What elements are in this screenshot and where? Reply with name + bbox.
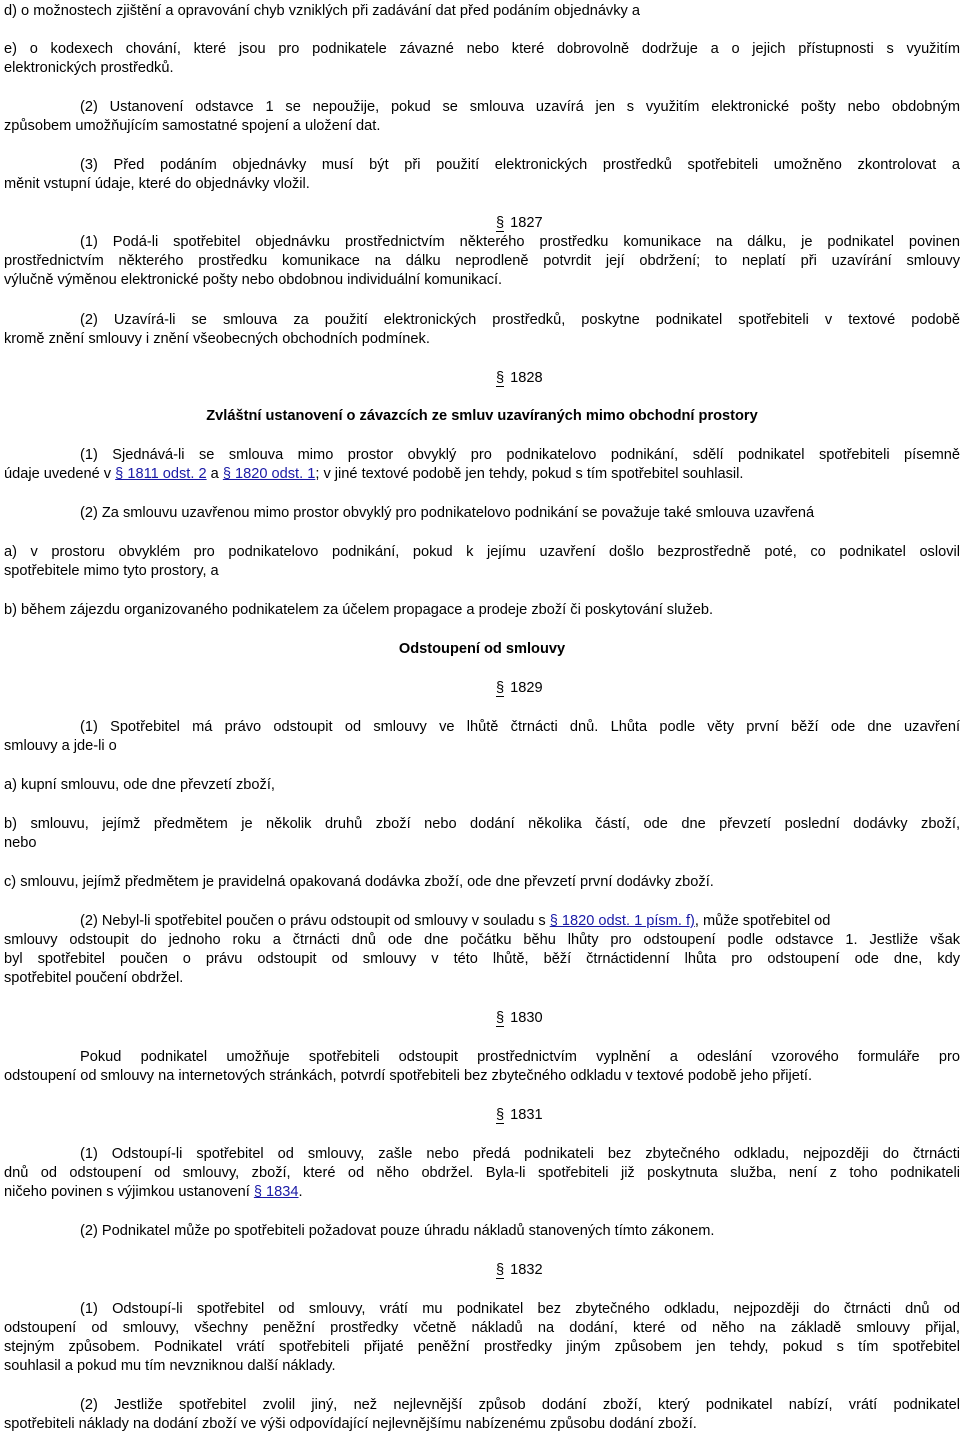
text-line: (3) Před podáním objednávky musí být při použití elektronických prostředků spotřebiteli umožněno zkontrolovat a [80, 157, 960, 173]
text-line: odstoupení od smlouvy, všechny peněžní prostředky včetně nákladů na dodání, které od něho na základě smlouvy přijal, [4, 1320, 960, 1336]
text-fragment: ničeho povinen s výjimkou ustanovení [4, 1184, 254, 1200]
section-heading-1830 [496, 1009, 543, 1029]
section-number: 1827 [510, 215, 543, 231]
text-fragment: (2) Nebyl-li spotřebitel poučen o právu odstoupit od smlouvy v souladu s [80, 913, 550, 929]
section-sign: § [496, 1262, 505, 1278]
text-line: a) kupní smlouvu, ode dne převzetí zboží, [4, 777, 275, 793]
text-line: stejným způsobem. Podnikatel vrátí spotřebiteli přijaté peněžní prostředky jiným způsobem jen tehdy, pokud s tím spotřebitel [4, 1339, 960, 1355]
section-sign: § [496, 215, 505, 231]
text-fragment: údaje uvedené v [4, 466, 116, 482]
text-line: nebo [4, 835, 37, 851]
section-number: 1830 [510, 1010, 543, 1026]
section-number: 1832 [510, 1262, 543, 1278]
text-line: prostřednictvím některého prostředku komunikace na dálku neprodleně potvrdit její obdržení; to neplatí při uzavírání smlouvy [4, 253, 960, 269]
text-line: spotřebiteli náklady na dodání zboží ve výši odpovídající nejlevnějšímu nabízenému způsobu dodání zboží. [4, 1416, 697, 1432]
text-line: způsobem umožňujícím samostatné spojení a uložení dat. [4, 118, 381, 134]
link-1820-odst-1[interactable]: § 1820 odst. 1 [222, 466, 316, 482]
text-line: (1) Podá-li spotřebitel objednávku prostřednictvím některého prostředku komunikace na dálku, je podnikatel povinen [80, 234, 960, 250]
text-fragment: , může spotřebitel od [694, 913, 831, 929]
text-line: měnit vstupní údaje, které do objednávky vložil. [4, 176, 310, 192]
text-line: (2) Ustanovení odstavce 1 se nepoužije, pokud se smlouva uzavírá jen s využitím elektronické pošty nebo obdobným [80, 99, 960, 115]
text-line: dnů od odstoupení od smlouvy, zboží, které od něho obdržel. Byla-li spotřebiteli již poskytnuta služba, není z toho podnikateli [4, 1165, 960, 1181]
section-sign: § [496, 1010, 505, 1026]
link-1820-odst-1-pism-f[interactable]: § 1820 odst. 1 písm. f) [549, 913, 695, 929]
section-heading-1831 [496, 1106, 543, 1126]
section-title: Zvláštní ustanovení o závazcích ze smluv uzavíraných mimo obchodní prostory [206, 408, 758, 424]
text-line [4, 465, 743, 485]
text-line: spotřebitele mimo tyto prostory, a [4, 563, 219, 579]
text-line: Pokud podnikatel umožňuje spotřebiteli odstoupit prostřednictvím vyplnění a odeslání vzorového formuláře pro [80, 1049, 960, 1065]
text-fragment: a [206, 466, 223, 482]
section-sign: § [496, 680, 505, 696]
link-1834[interactable]: § 1834 [253, 1184, 299, 1200]
section-heading-1829 [496, 679, 543, 699]
text-line: odstoupení od smlouvy na internetových stránkách, potvrdí spotřebiteli bez zbytečného odkladu v textové podobě jeho přijetí. [4, 1068, 813, 1084]
section-sign: § [496, 370, 505, 386]
text-line: (1) Sjednává-li se smlouva mimo prostor obvyklý pro podnikatelovo podnikání, sdělí podnikatel spotřebiteli písemně [80, 447, 960, 463]
text-line [4, 1183, 303, 1203]
text-line: smlouvy a jde-li o [4, 738, 117, 754]
text-line: e) o kodexech chování, které jsou pro podnikatele závazné nebo které dobrovolně dodržuje a o jejich přístupnosti s využitím [4, 41, 960, 57]
text-line: b) během zájezdu organizovaného podnikatelem za účelem propagace a prodeje zboží či poskytování služeb. [4, 602, 714, 618]
text-fragment: ; v jiné textové podobě jen tehdy, pokud s tím spotřebitel souhlasil. [315, 466, 744, 482]
text-line: (2) Uzavírá-li se smlouva za použití elektronických prostředků, poskytne podnikatel spotřebiteli v textové podobě [80, 312, 960, 328]
text-line: a) v prostoru obvyklém pro podnikatelovo podnikání, pokud k jejímu uzavření došlo bezprostředně poté, co podnikatel oslovil [4, 544, 960, 560]
text-line: spotřebitel poučení obdržel. [4, 970, 184, 986]
section-sign: § [496, 1107, 505, 1123]
text-line: (2) Jestliže spotřebitel zvolil jiný, než nejlevnější způsob dodání zboží, který podnikatel nabízí, vrátí podnikatel [80, 1397, 960, 1413]
text-line: (1) Odstoupí-li spotřebitel od smlouvy, zašle nebo předá podnikateli bez zbytečného odkladu, nejpozději do čtrnácti [80, 1146, 960, 1162]
text-line: (2) Podnikatel může po spotřebiteli požadovat pouze úhradu nákladů stanovených tímto zákonem. [80, 1223, 715, 1239]
text-line: výlučně výměnou elektronické pošty nebo obdobnou individuální komunikací. [4, 272, 503, 288]
text-line: kromě znění smlouvy i znění všeobecných obchodních podmínek. [4, 331, 430, 347]
text-line: c) smlouvu, jejímž předmětem je pravidelná opakovaná dodávka zboží, ode dne převzetí první dodávky zboží. [4, 874, 714, 890]
text-line: smlouvy odstoupit do jednoho roku a čtrnácti dnů ode dne počátku běhu lhůty pro odstoupení podle odstavce 1. Jestliže však [4, 932, 960, 948]
text-line: d) o možnostech zjištění a opravování chyb vzniklých při zadávání dat před podáním objednávky a [4, 3, 640, 19]
link-1811-odst-2[interactable]: § 1811 odst. 2 [115, 466, 207, 482]
text-fragment: . [298, 1184, 303, 1200]
text-line: (2) Za smlouvu uzavřenou mimo prostor obvyklý pro podnikatelovo podnikání se považuje také smlouva uzavřená [80, 505, 815, 521]
section-number: 1829 [510, 680, 543, 696]
text-line [80, 912, 960, 932]
text-line: b) smlouvu, jejímž předmětem je několik druhů zboží nebo dodání několika částí, ode dne převzetí poslední dodávky zboží, [4, 816, 960, 832]
text-line: souhlasil a pokud mu tím nevzniknou další náklady. [4, 1358, 336, 1374]
section-heading-1827 [496, 214, 543, 234]
text-line: (1) Spotřebitel má právo odstoupit od smlouvy ve lhůtě čtrnácti dnů. Lhůta podle věty první běží ode dne uzavření [80, 719, 960, 735]
section-title: Odstoupení od smlouvy [398, 641, 566, 657]
section-number: 1831 [510, 1107, 543, 1123]
text-line: elektronických prostředků. [4, 60, 174, 76]
section-heading-1828 [496, 369, 543, 389]
section-number: 1828 [510, 370, 543, 386]
text-line: (1) Odstoupí-li spotřebitel od smlouvy, vrátí mu podnikatel bez zbytečného odkladu, nejpozději do čtrnácti dnů od [80, 1301, 960, 1317]
text-line: byl spotřebitel poučen o právu odstoupit od smlouvy v této lhůtě, běží čtrnáctidenní lhůta pro odstoupení ode dne, kdy [4, 951, 960, 967]
section-heading-1832 [496, 1261, 543, 1281]
